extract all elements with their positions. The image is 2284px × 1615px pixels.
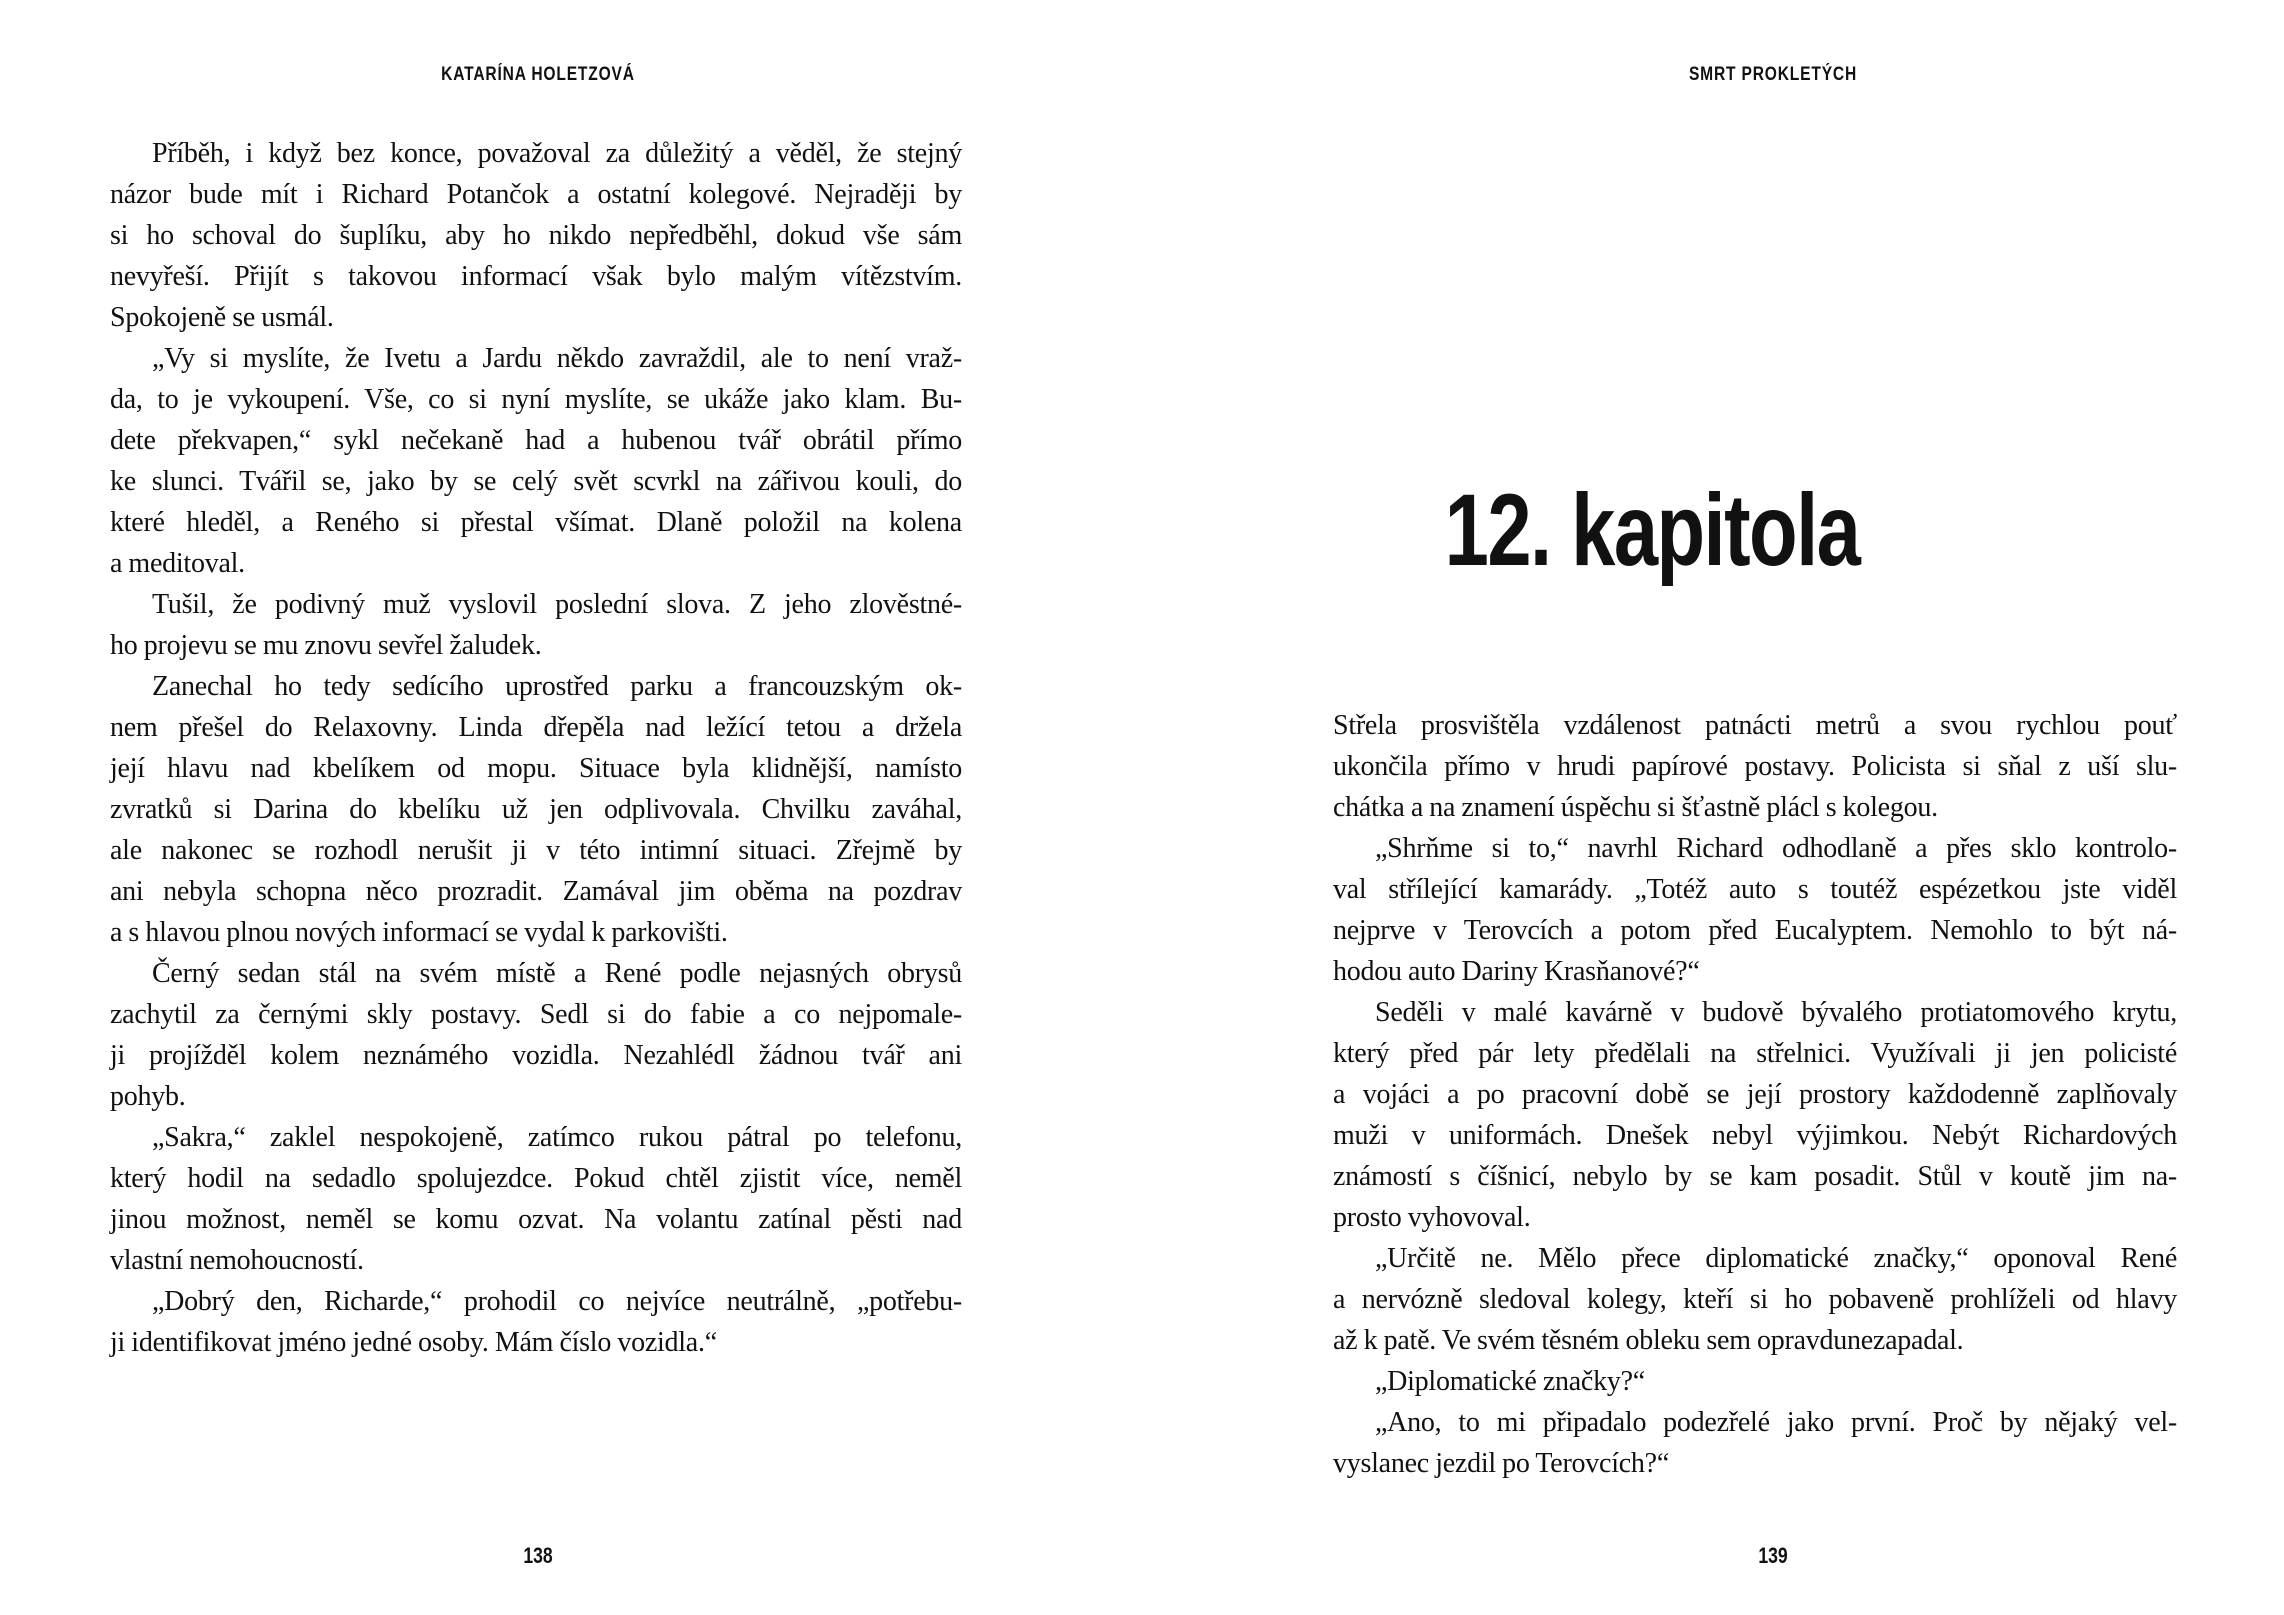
text-line: Spokojeně se usmál. [110, 302, 334, 333]
paragraph [1333, 1238, 2177, 1361]
paragraph [1333, 705, 2177, 828]
text-line: nevyřeší. Přijít s takovou informací však bylo malým vítězstvím. [110, 261, 962, 292]
running-head-author: KATARÍNA HOLETZOVÁ [441, 64, 635, 85]
text-line: který před pár lety předělali na střelnici. Využívali ji jen policisté [1333, 1038, 2177, 1069]
paragraph [1333, 1361, 2177, 1402]
text-line: ji identifikovat jméno jedné osoby. Mám číslo vozidla.“ [110, 1327, 717, 1358]
page-number: 139 [1758, 1543, 1788, 1568]
text-line: ukončila přímo v hrudi papírové postavy. Policista si sňal z uší slu- [1333, 751, 2177, 782]
text-line: vyslanec jezdil po Terovcích?“ [1333, 1448, 1670, 1479]
text-line: hodou auto Dariny Krasňanové?“ [1333, 956, 1700, 987]
text-line: a s hlavou plnou nových informací se vydal k parkovišti. [110, 917, 728, 948]
text-line: které hleděl, a Reného si přestal všímat. Dlaně položil na kolena [110, 507, 962, 538]
paragraph [1333, 1402, 2177, 1484]
text-line: „Diplomatické značky?“ [1375, 1366, 1645, 1397]
text-line: prosto vyhovoval. [1333, 1202, 1531, 1233]
text-line: dete překvapen,“ sykl nečekaně had a hubenou tvář obrátil přímo [110, 425, 962, 456]
text-line: ale nakonec se rozhodl nerušit ji v této intimní situaci. Zřejmě by [110, 835, 962, 866]
text-line: zvratků si Darina do kbelíku už jen odplivovala. Chvilku zaváhal, [110, 794, 962, 825]
text-line: „Vy si myslíte, že Ivetu a Jardu někdo zavraždil, ale to není vraž- [152, 343, 962, 374]
text-line: Tušil, že podivný muž vyslovil poslední slova. Z jeho zlověstné- [152, 589, 962, 620]
text-line: „Určitě ne. Mělo přece diplomatické značky,“ oponoval René [1375, 1243, 2177, 1274]
text-line: chátka a na znamení úspěchu si šťastně plácl s kolegou. [1333, 792, 1938, 823]
text-line: val střílející kamarády. „Totéž auto s toutéž espézetkou jste viděl [1333, 874, 2177, 905]
paragraph [110, 1281, 962, 1363]
text-line: který hodil na sedadlo spolujezdce. Pokud chtěl zjistit více, neměl [110, 1163, 962, 1194]
text-line: Seděli v malé kavárně v budově bývalého protiatomového krytu, [1375, 997, 2177, 1028]
text-line: nem přešel do Relaxovny. Linda dřepěla nad ležící tetou a držela [110, 712, 962, 743]
text-line: ho projevu se mu znovu sevřel žaludek. [110, 630, 542, 661]
paragraph [110, 584, 962, 666]
text-line: názor bude mít i Richard Potančok a ostatní kolegové. Nejraději by [110, 179, 962, 210]
text-line: pohyb. [110, 1081, 186, 1112]
text-line: Zanechal ho tedy sedícího uprostřed parku a francouzským ok- [152, 671, 962, 702]
text-line: ji projížděl kolem neznámého vozidla. Nezahlédl žádnou tvář ani [110, 1040, 962, 1071]
text-line: „Shrňme si to,“ navrhl Richard odhodlaně a přes sklo kontrolo- [1375, 833, 2177, 864]
body-text [1333, 705, 2177, 1484]
text-line: „Sakra,“ zaklel nespokojeně, zatímco rukou pátral po telefonu, [152, 1122, 962, 1153]
running-head-title: SMRT PROKLETÝCH [1688, 64, 1858, 85]
page-number: 138 [523, 1543, 553, 1568]
text-line: až k patě. Ve svém těsném obleku sem opravdunezapadal. [1333, 1325, 1964, 1356]
text-line: jinou možnost, neměl se komu ozvat. Na volantu zatínal pěsti nad [110, 1204, 962, 1235]
text-line: „Dobrý den, Richarde,“ prohodil co nejvíce neutrálně, „potřebu- [152, 1286, 962, 1317]
paragraph [110, 666, 962, 953]
text-line: a vojáci a po pracovní době se její prostory každodenně zaplňovaly [1333, 1079, 2177, 1110]
text-line: a meditoval. [110, 548, 245, 579]
paragraph [110, 953, 962, 1117]
text-line: její hlavu nad kbelíkem od mopu. Situace byla klidnější, namísto [110, 753, 962, 784]
text-line: Příběh, i když bez konce, považoval za důležitý a věděl, že stejný [152, 138, 962, 169]
body-text [110, 133, 962, 1363]
text-line: zachytil za černými skly postavy. Sedl si do fabie a co nejpomale- [110, 999, 962, 1030]
text-line: ke slunci. Tvářil se, jako by se celý svět scvrkl na zářivou kouli, do [110, 466, 962, 497]
text-line: da, to je vykoupení. Vše, co si nyní myslíte, se ukáže jako klam. Bu- [110, 384, 962, 415]
text-line: muži v uniformách. Dnešek nebyl výjimkou. Nebýt Richardových [1333, 1120, 2177, 1151]
text-line: Střela prosvištěla vzdálenost patnácti metrů a svou rychlou pouť [1333, 710, 2177, 741]
paragraph [1333, 992, 2177, 1238]
text-line: Černý sedan stál na svém místě a René podle nejasných obrysů [152, 958, 962, 989]
text-line: si ho schoval do šuplíku, aby ho nikdo nepředběhl, dokud vše sám [110, 220, 962, 251]
text-line: a nervózně sledoval kolegy, kteří si ho pobaveně prohlíželi od hlavy [1333, 1284, 2177, 1315]
text-line: známostí s číšnicí, nebylo by se kam posadit. Stůl v koutě jim na- [1333, 1161, 2177, 1192]
paragraph [110, 1117, 962, 1281]
text-line: vlastní nemohoucností. [110, 1245, 364, 1276]
paragraph [110, 133, 962, 338]
paragraph [1333, 828, 2177, 992]
chapter-title: 12. kapitola [1444, 473, 1860, 587]
text-line: nejprve v Terovcích a potom před Eucalyptem. Nemohlo to být ná- [1333, 915, 2177, 946]
right-page [1142, 0, 2284, 1615]
paragraph [110, 338, 962, 584]
text-line: „Ano, to mi připadalo podezřelé jako první. Proč by nějaký vel- [1375, 1407, 2177, 1438]
text-line: ani nebyla schopna něco prozradit. Zamával jim oběma na pozdrav [110, 876, 962, 907]
